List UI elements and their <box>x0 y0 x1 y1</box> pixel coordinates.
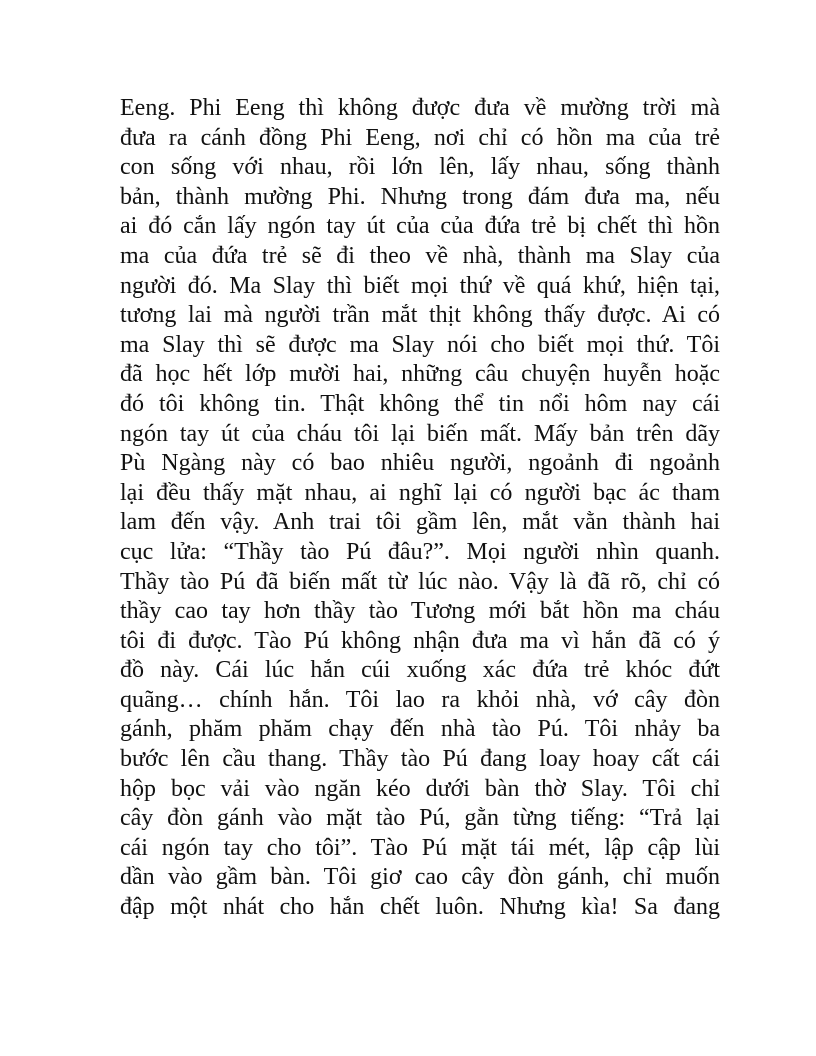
text-line: đập một nhát cho hắn chết luôn. Nhưng kìa! Sa đang <box>120 894 720 921</box>
text-line: ma Slay thì sẽ được ma Slay nói cho biết mọi thứ. Tôi <box>120 331 720 358</box>
text-line: đã học hết lớp mười hai, những câu chuyện huyễn hoặc <box>120 361 720 388</box>
text-line: lại đều thấy mặt nhau, ai nghĩ lại có người bạc ác tham <box>120 479 720 506</box>
text-line: gánh, phăm phăm chạy đến nhà tào Pú. Tôi nhảy ba <box>120 716 720 743</box>
text-line: đó tôi không tin. Thật không thể tin nổi hôm nay cái <box>120 390 720 417</box>
text-line: đồ này. Cái lúc hắn cúi xuống xác đứa trẻ khóc đứt <box>120 657 720 684</box>
document-page <box>120 94 720 923</box>
text-line: đưa ra cánh đồng Phi Eeng, nơi chỉ có hồn ma của trẻ <box>120 124 720 151</box>
text-line: ai đó cắn lấy ngón tay út của của đứa trẻ bị chết thì hồn <box>120 213 720 240</box>
text-line: ngón tay út của cháu tôi lại biến mất. Mấy bản trên dãy <box>120 420 720 447</box>
text-line: hộp bọc vải vào ngăn kéo dưới bàn thờ Slay. Tôi chỉ <box>120 775 720 802</box>
text-line: cục lửa: “Thầy tào Pú đâu?”. Mọi người nhìn quanh. <box>120 538 720 565</box>
text-line: quãng… chính hắn. Tôi lao ra khỏi nhà, vớ cây đòn <box>120 686 720 713</box>
text-line: thầy cao tay hơn thầy tào Tương mới bắt hồn ma cháu <box>120 598 720 625</box>
text-line: ma của đứa trẻ sẽ đi theo về nhà, thành ma Slay của <box>120 242 720 269</box>
text-line: Thầy tào Pú đã biến mất từ lúc nào. Vậy là đã rõ, chỉ có <box>120 568 720 595</box>
text-line: lam đến vậy. Anh trai tôi gầm lên, mắt vằn thành hai <box>120 509 720 536</box>
text-line: cây đòn gánh vào mặt tào Pú, gằn từng tiếng: “Trả lại <box>120 805 720 832</box>
text-line: Eeng. Phi Eeng thì không được đưa về mường trời mà <box>120 95 720 121</box>
text-line: bản, thành mường Phi. Nhưng trong đám đưa ma, nếu <box>120 183 720 210</box>
text-line: Pù Ngàng này có bao nhiêu người, ngoảnh đi ngoảnh <box>120 450 720 477</box>
text-line: con sống với nhau, rồi lớn lên, lấy nhau, sống thành <box>120 154 720 181</box>
text-line: cái ngón tay cho tôi”. Tào Pú mặt tái mét, lập cập lùi <box>120 834 720 861</box>
body-paragraph <box>120 94 720 923</box>
text-line: dần vào gầm bàn. Tôi giơ cao cây đòn gánh, chỉ muốn <box>120 864 720 891</box>
text-line: tôi đi được. Tào Pú không nhận đưa ma vì hắn đã có ý <box>120 627 720 654</box>
text-line: tương lai mà người trần mắt thịt không thấy được. Ai có <box>120 302 720 329</box>
text-line: bước lên cầu thang. Thầy tào Pú đang loay hoay cất cái <box>120 746 720 773</box>
text-line: người đó. Ma Slay thì biết mọi thứ về quá khứ, hiện tại, <box>120 272 720 299</box>
